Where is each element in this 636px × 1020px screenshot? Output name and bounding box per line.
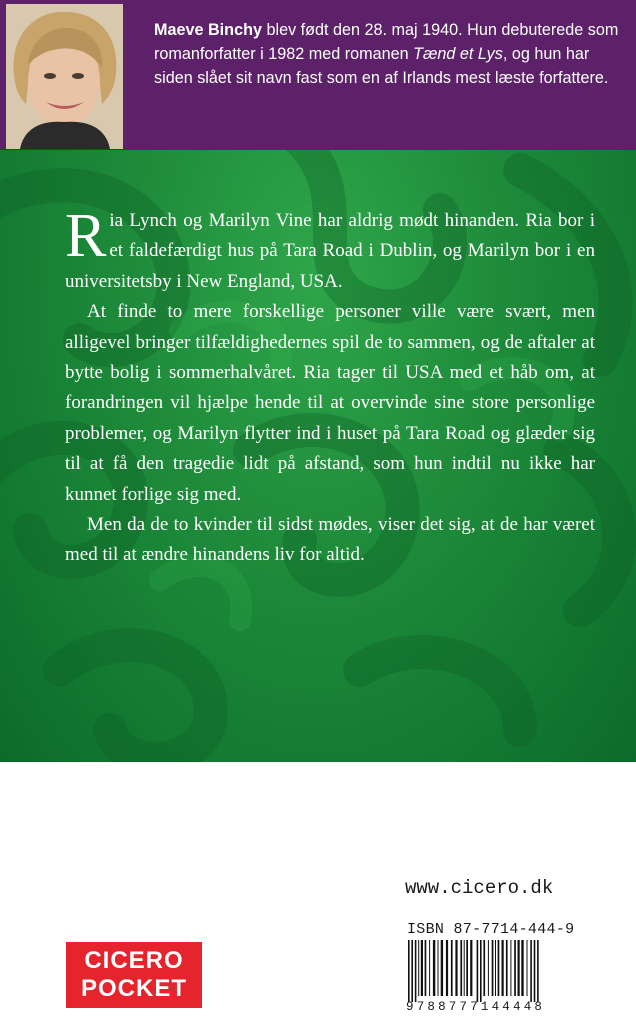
author-band (0, 0, 636, 150)
isbn-text: ISBN 87-7714-444-9 (407, 921, 575, 938)
author-photo (6, 4, 123, 149)
blurb-paragraph-1: Ria Lynch og Marilyn Vine har aldrig mødt hinanden. Ria bor i et faldefærdigt hus på Tara Road i Dublin, og Marilyn bor i en universitetsby i New England, USA. (65, 202, 595, 292)
author-bio-text-1: blev født den 28. maj 1940. Hun debuterede som romanforfatter i 1982 med romanen (154, 21, 619, 63)
author-bio (154, 18, 630, 90)
author-name: Maeve Binchy (154, 21, 262, 39)
author-debut-title: Tænd et Lys (413, 45, 503, 63)
blurb-paragraph-2: At finde to mere forskellige personer ville være svært, men alligevel bringer tilfældighedernes spil de to sammen, og de aftaler at bytte bolig i sommerhalvåret. Ria tager til USA med et håb om, at forandringen vil hjælpe hende til at overvinde sine store personlige problemer, og Marilyn flytter ind i huset på Tara Road og glæder sig til at få den tragedie lidt på afstand, som hun indtil nu ikke har kunnet forlige sig med. (65, 301, 595, 505)
blurb-text (65, 202, 595, 571)
drop-cap: R (65, 202, 107, 270)
author-bio-text-2: , og hun har siden slået sit navn fast som en af Irlands mest læste forfattere. (154, 45, 609, 87)
blurb-paragraph-3: Men da de to kvinder til sidst mødes, viser det sig, at de har været med til at ændre hinandens liv for altid. (65, 514, 595, 566)
blurb-panel (0, 150, 636, 762)
barcode (406, 940, 630, 1002)
cicero-pocket-logo (66, 942, 202, 1008)
publisher-website: www.cicero.dk (405, 877, 554, 899)
logo-line-2: POCKET (80, 975, 187, 1002)
barcode-number: 9788777144448 (406, 1000, 546, 1014)
logo-line-1: CICERO (84, 947, 184, 974)
